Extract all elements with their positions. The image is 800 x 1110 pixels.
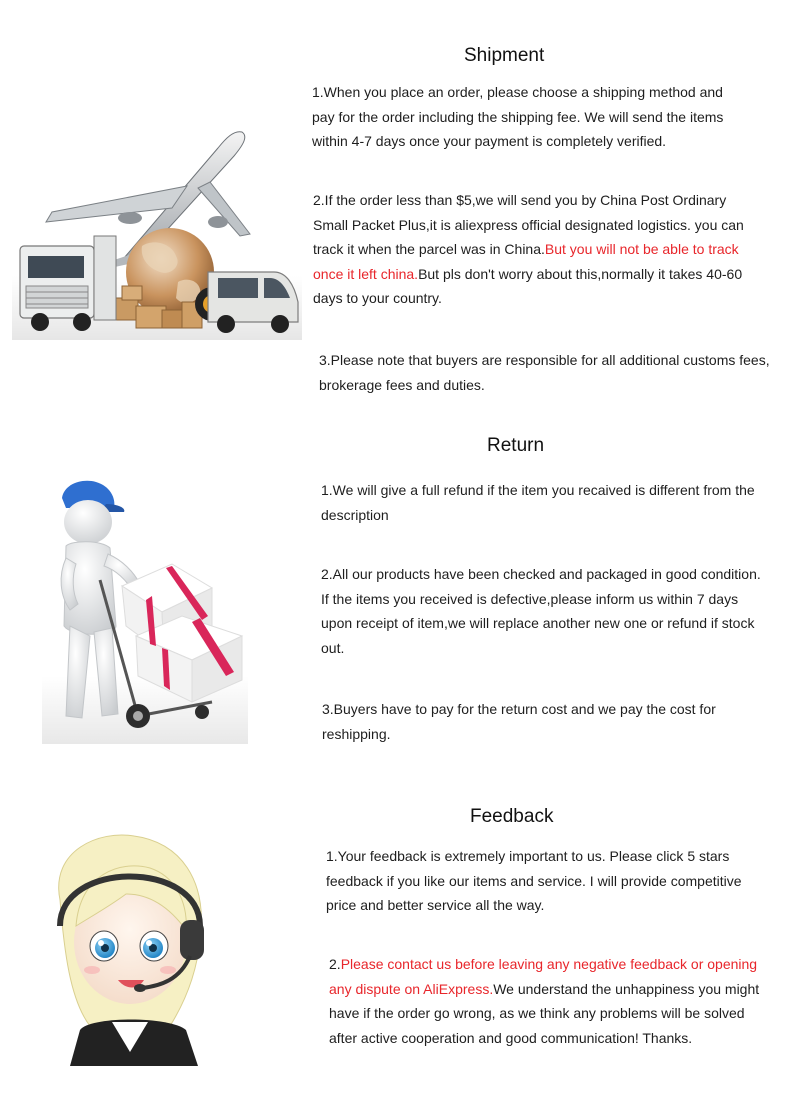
shipment-paragraph-2-tail: But pls don't worry about this,normally it takes 40-60 days to your country.	[313, 265, 743, 306]
shipment-paragraph-2-text: 2.If the order less than $5,we will send you by China Post Ordinary Small Packet Plus,it is aliexpress official designated logistics. you can track it when the parcel was in China.	[313, 192, 744, 257]
shipment-paragraph-2	[313, 188, 753, 311]
shipment-paragraph-3: 3.Please note that buyers are responsible for all additional customs fees, brokerage fees and duties.	[319, 352, 770, 393]
feedback-paragraph-2-number: 2.	[329, 956, 341, 972]
shipping-illustration	[12, 126, 302, 340]
return-paragraph-2: 2.All our products have been checked and packaged in good condition. If the items you received is defective,please inform us within 7 days upon receipt of item,we will replace another new one or refund if stock out.	[321, 566, 761, 656]
feedback-paragraph-2	[329, 952, 769, 1050]
shipment-title: Shipment	[464, 45, 545, 66]
support-agent-illustration	[30, 830, 230, 1070]
feedback-title: Feedback	[470, 806, 554, 827]
shipment-paragraph-1: 1.When you place an order, please choose a shipping method and pay for the order including the shipping fee. We will send the items within 4-7 days once your payment is completely verified.	[312, 84, 724, 149]
tracking-warning-text: But you will not be able to track once it left china.	[313, 241, 739, 282]
feedback-paragraph-1: 1.Your feedback is extremely important to us. Please click 5 stars feedback if you like our items and service. I will provide competitive price and better service all the way.	[326, 848, 742, 913]
feedback-paragraph-2-tail: We understand the unhappiness you might have if the order go wrong, as we think any problems will be solved after active cooperation and good communication! Thanks.	[329, 980, 760, 1046]
return-paragraph-3: 3.Buyers have to pay for the return cost and we pay the cost for reshipping.	[322, 701, 716, 742]
contact-before-feedback-text: Please contact us before leaving any negative feedback or opening any dispute on AliExpress.	[329, 956, 758, 997]
truck-icon	[20, 236, 116, 331]
delivery-man-illustration	[42, 476, 248, 744]
return-paragraph-1: 1.We will give a full refund if the item you recaived is different from the description	[321, 482, 755, 523]
return-title: Return	[487, 435, 545, 456]
